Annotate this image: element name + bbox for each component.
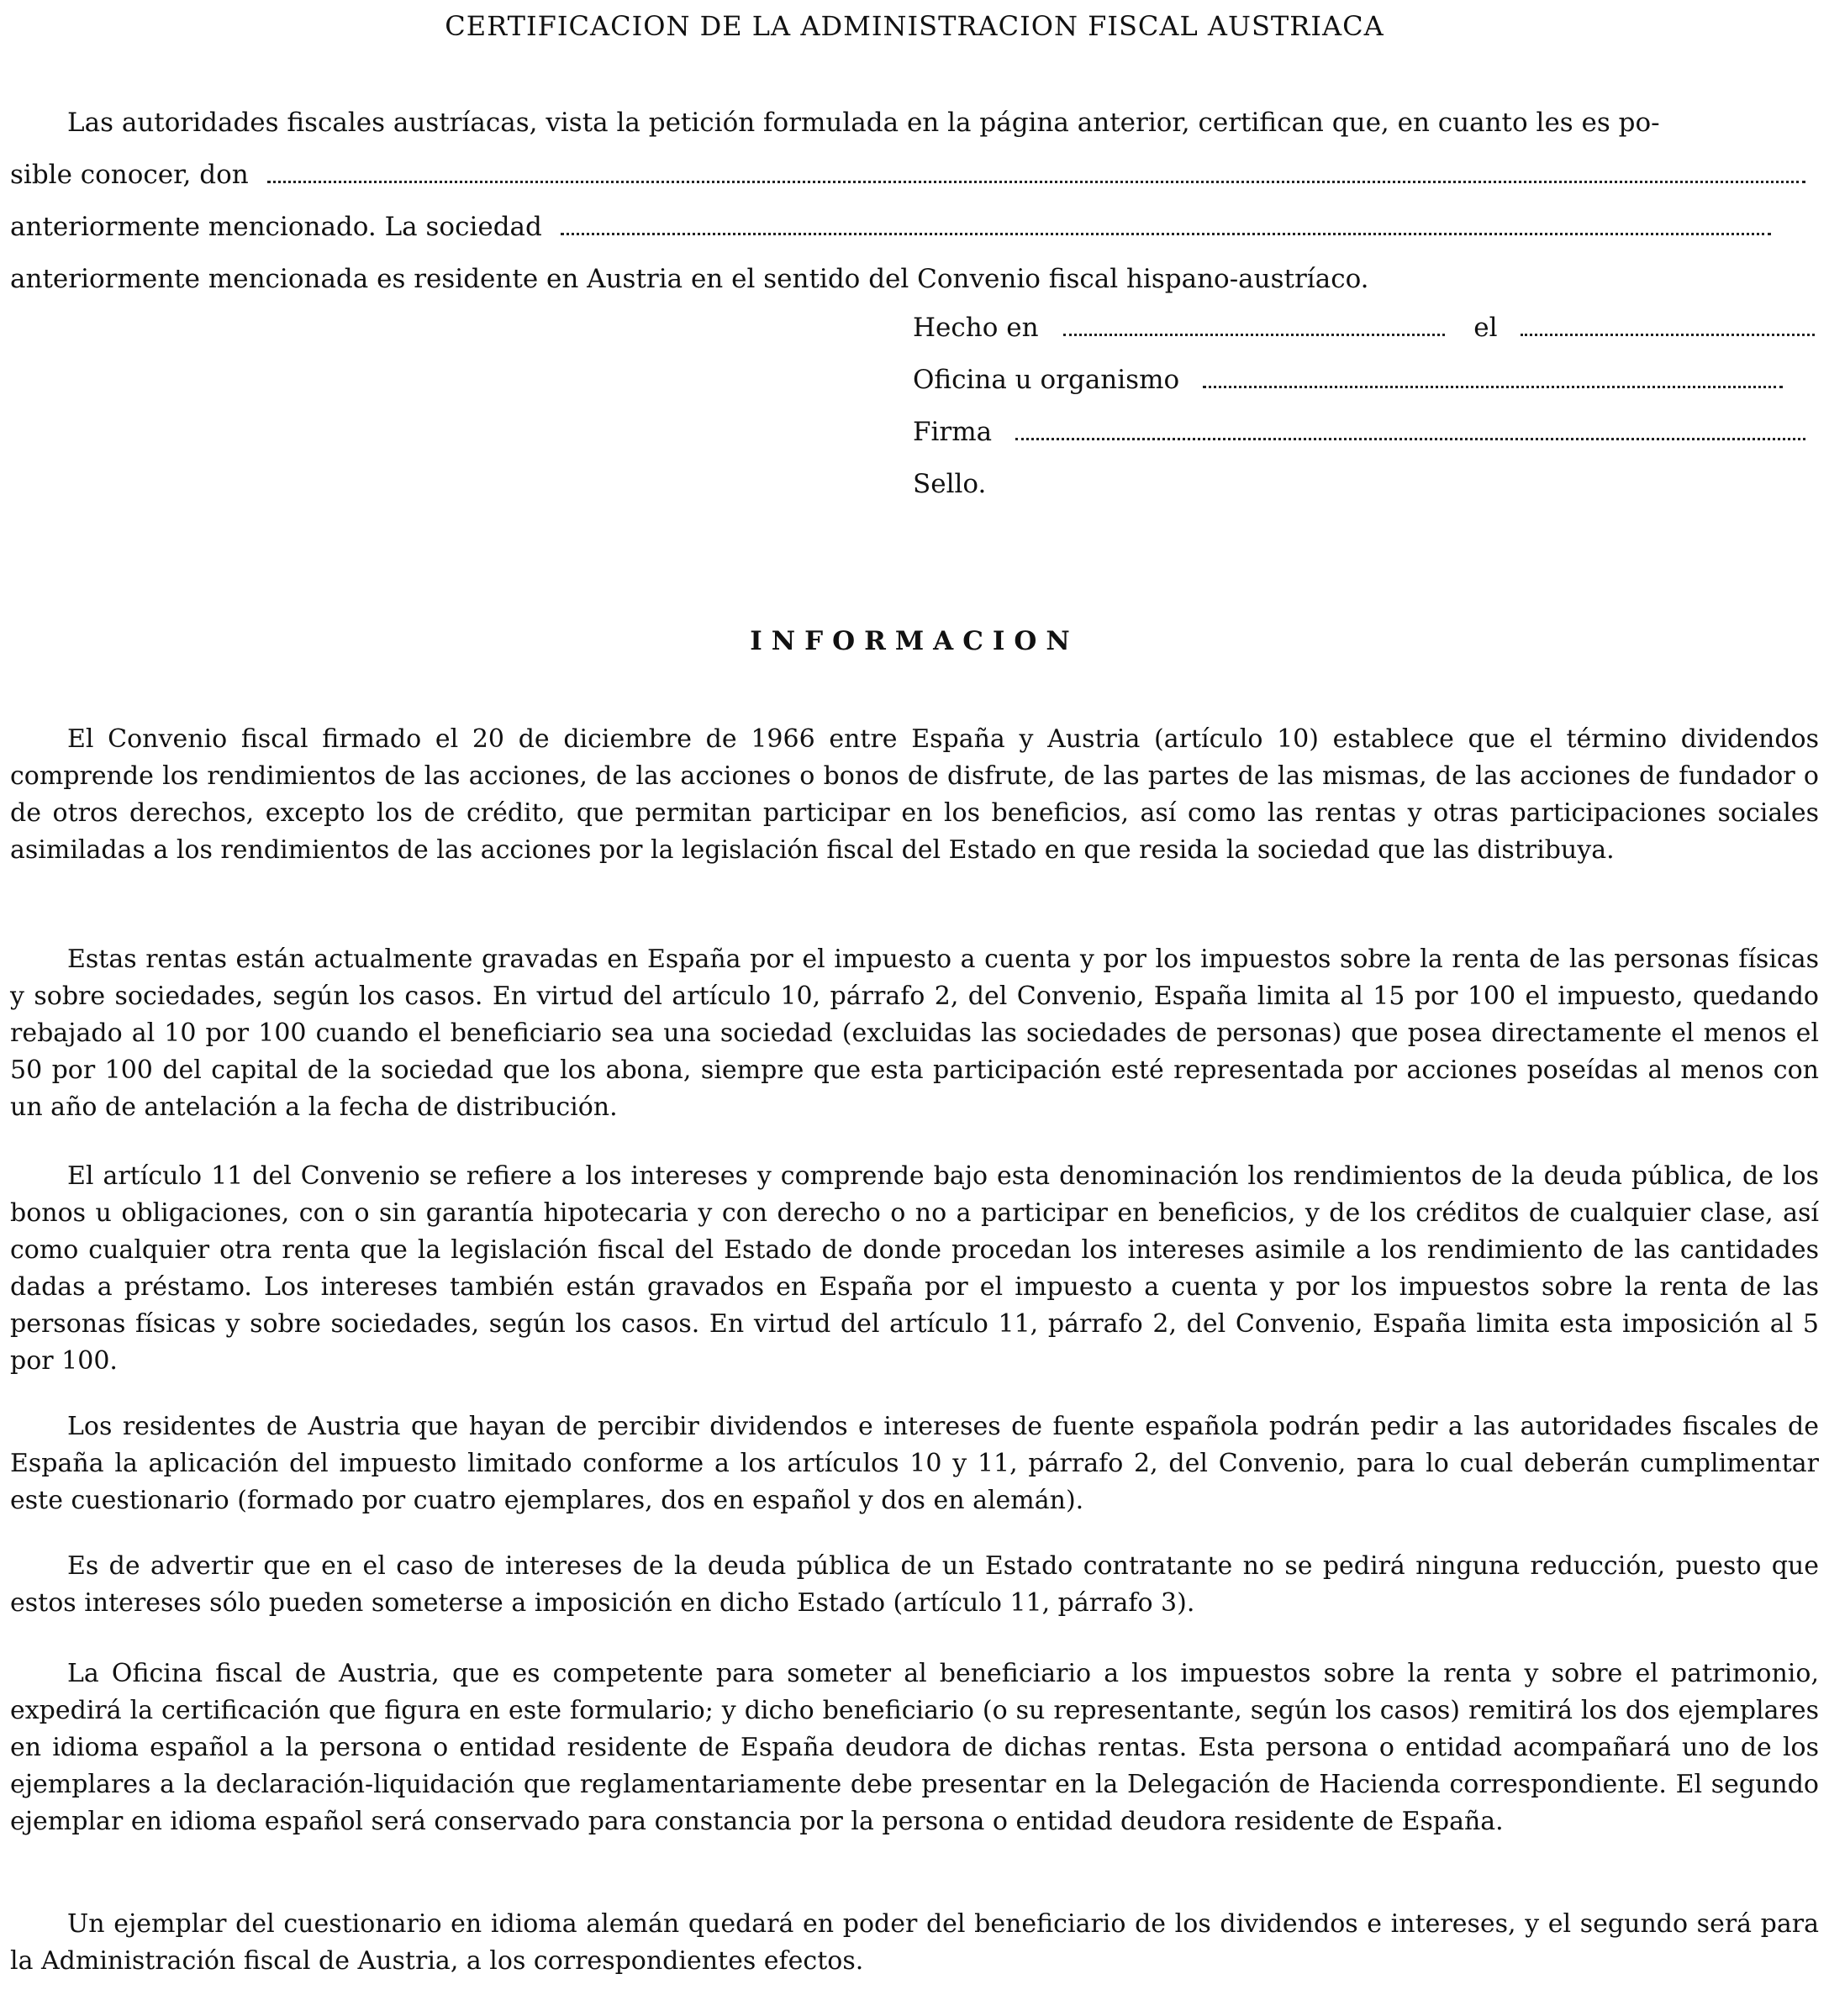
info-paragraph-1: El Convenio fiscal firmado el 20 de diciembre de 1966 entre España y Austria (artículo 10) establece que el término dividendos comprende los rendimientos de las acciones, de las acciones o bonos de disfrute, de las partes de las mismas, de las acciones de fundador o de otros derechos, excepto los de crédito, que permitan participar en los beneficios, así como las rentas y otras participaciones sociales asimiladas a los rendimientos de las acciones por la legislación fiscal del Estado en que resida la sociedad que las distribuya. [10, 724, 1819, 865]
info-paragraph-6: La Oficina fiscal de Austria, que es competente para someter al beneficiario a los impuestos sobre la renta y sobre el patrimonio, expedirá la certificación que figura en este formulario; y dicho beneficiario (o su representante, según los casos) remitirá los dos ejemplares en idioma español a la persona o entidad residente de España deudora de dichas rentas. Esta persona o entidad acompañará uno de los ejemplares a la declaración-liquidación que reglamentariamente debe presentar en la Delegación de Hacienda correspondiente. El segundo ejemplar en idioma español será conservado para constancia por la persona o entidad deudora residente de España. [10, 1659, 1819, 1836]
info-paragraph-5: Es de advertir que en el caso de intereses de la deuda pública de un Estado contratante no se pedirá ninguna reducción, puesto que estos intereses sólo pueden someterse a imposición en dicho Estado (artículo 11, párrafo 3). [10, 1551, 1819, 1618]
hecho-en-row [913, 313, 1819, 350]
information-heading: INFORMACION [750, 626, 1079, 656]
name-field-dots[interactable] [267, 162, 1805, 183]
el-label: el [1473, 313, 1498, 343]
certification-line-4: anteriormente mencionada es residente en Austria en el sentido del Convenio fiscal hispano-austríaco. [10, 264, 1369, 294]
certification-line-1: Las autoridades fiscales austríacas, vista la petición formulada en la página anterior, certifican que, en cuanto les es po- [67, 108, 1660, 138]
firma-label: Firma [913, 417, 993, 447]
hecho-en-field-dots[interactable] [1063, 315, 1445, 336]
date-field-dots[interactable] [1521, 315, 1815, 336]
certification-line-2-label: sible conocer, don [10, 160, 249, 190]
firma-field-dots[interactable] [1015, 419, 1805, 440]
info-paragraph-3: El artículo 11 del Convenio se refiere a los intereses y comprende bajo esta denominación los rendimientos de la deuda pública, de los bonos u obligaciones, con o sin garantía hipotecaria y con derecho o no a participar en beneficios, y de los créditos de cualquier clase, así como cualquier otra renta que la legislación fiscal del Estado de donde procedan los intereses asimile a los rendimiento de las cantidades dadas a préstamo. Los intereses también están gravados en España por el impuesto a cuenta y por los impuestos sobre la renta de las personas físicas y sobre sociedades, según los casos. En virtud del artículo 11, párrafo 2, del Convenio, España limita esta imposición al 5 por 100. [10, 1161, 1819, 1376]
hecho-en-label: Hecho en [913, 313, 1039, 343]
info-paragraph-4: Los residentes de Austria que hayan de percibir dividendos e intereses de fuente española podrán pedir a las autoridades fiscales de España la aplicación del impuesto limitado conforme a los artículos 10 y 11, párrafo 2, del Convenio, para lo cual deberán cumplimentar este cuestionario (formado por cuatro ejemplares, dos en español y dos en alemán). [10, 1412, 1819, 1515]
oficina-row [913, 365, 1819, 402]
certification-line-2 [10, 156, 1819, 193]
oficina-label: Oficina u organismo [913, 365, 1180, 395]
oficina-field-dots[interactable] [1203, 367, 1783, 388]
info-paragraph-2: Estas rentas están actualmente gravadas en España por el impuesto a cuenta y por los impuestos sobre la renta de las personas físicas y sobre sociedades, según los casos. En virtud del artículo 10, párrafo 2, del Convenio, España limita al 15 por 100 el impuesto, quedando rebajado al 10 por 100 cuando el beneficiario sea una sociedad (excluidas las sociedades de personas) que posea directamente el menos el 50 por 100 del capital de la sociedad que los abona, siempre que esta participación esté representada por acciones poseídas al menos con un año de antelación a la fecha de distribución. [10, 945, 1819, 1122]
firma-row [913, 417, 1819, 454]
certification-line-3 [10, 208, 1819, 245]
company-field-dots[interactable] [561, 214, 1771, 235]
sello-row [913, 469, 1819, 506]
info-paragraph-7: Un ejemplar del cuestionario en idioma alemán quedará en poder del beneficiario de los dividendos e intereses, y el segundo será para la Administración fiscal de Austria, a los correspondientes efectos. [10, 1909, 1819, 1976]
certification-line-3-label: anteriormente mencionado. La sociedad [10, 212, 542, 242]
certification-title: CERTIFICACION DE LA ADMINISTRACION FISCAL AUSTRIACA [445, 10, 1384, 42]
sello-label: Sello. [913, 469, 987, 499]
